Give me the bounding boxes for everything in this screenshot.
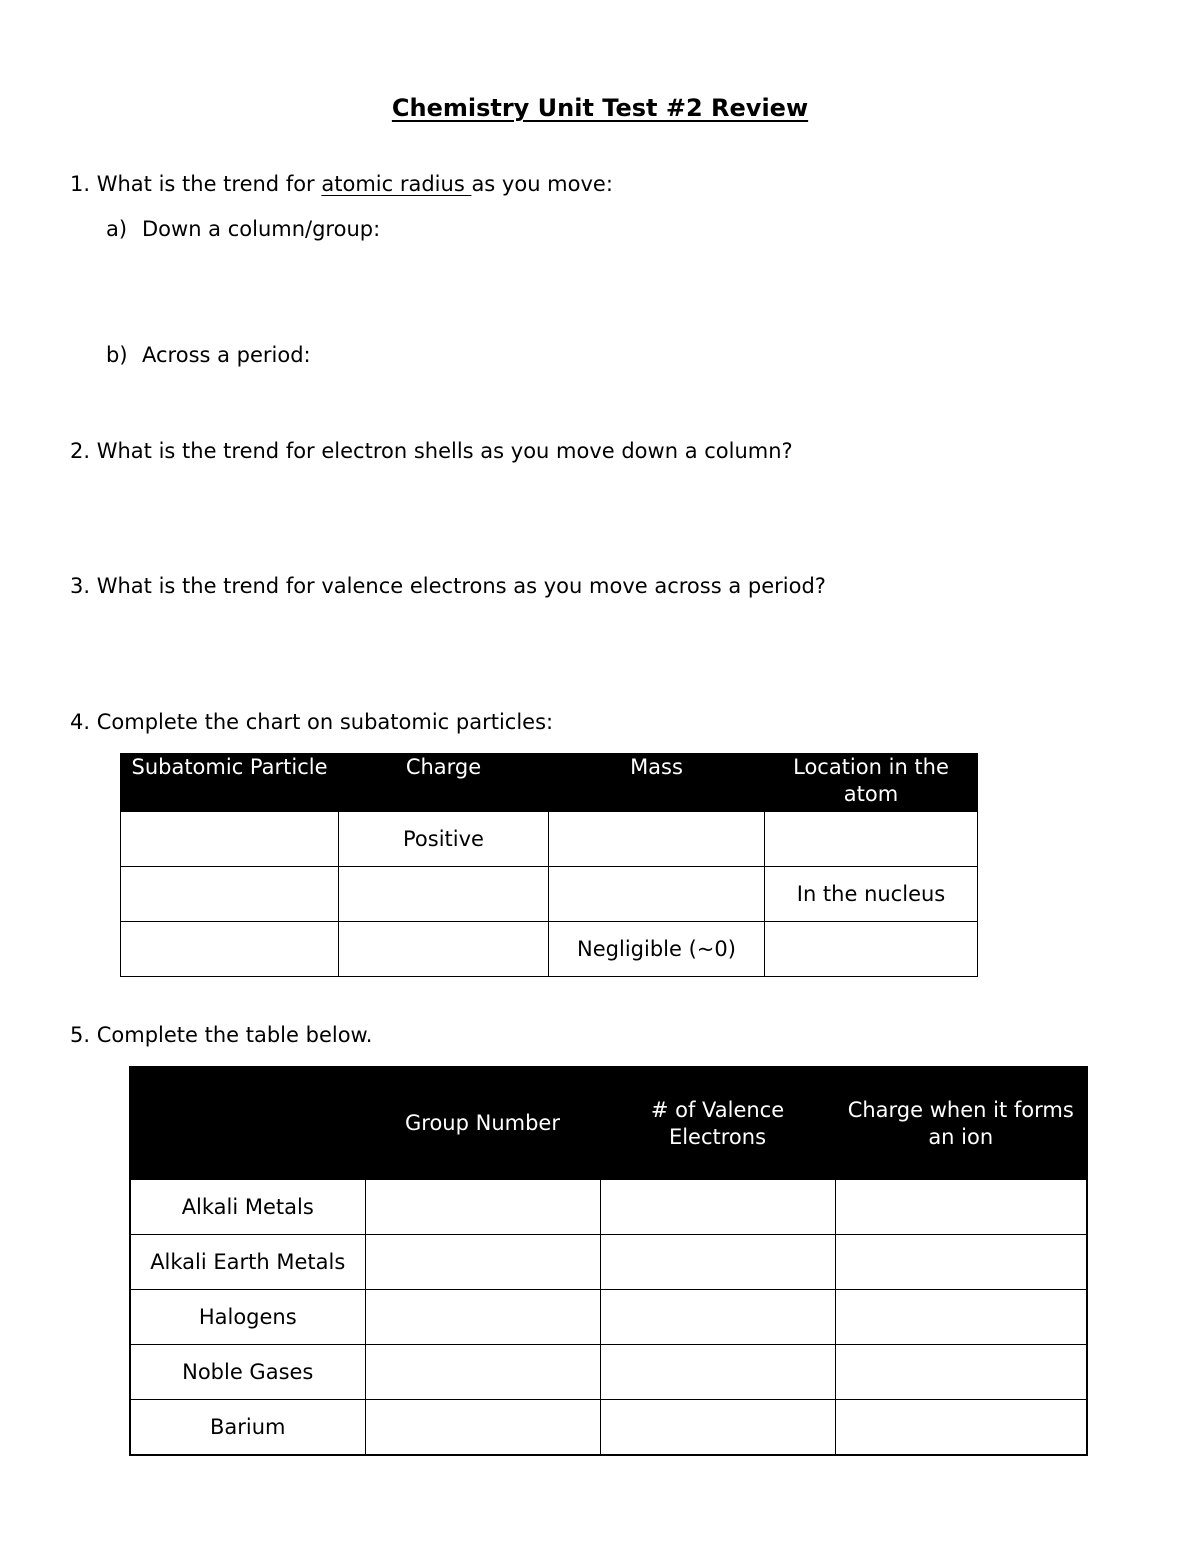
table-header-row bbox=[121, 754, 978, 812]
table-header-cell: # of Valence Electrons bbox=[600, 1067, 835, 1180]
table-cell[interactable] bbox=[835, 1290, 1087, 1345]
question-2 bbox=[70, 438, 793, 464]
table-cell[interactable] bbox=[339, 922, 549, 977]
question-1-suffix: as you move: bbox=[471, 172, 613, 196]
question-1a-marker: a) bbox=[106, 217, 128, 241]
table-header-cell bbox=[130, 1067, 365, 1180]
question-3-number: 3. bbox=[70, 574, 91, 598]
question-1-prefix: What is the trend for bbox=[96, 172, 322, 196]
table-cell[interactable] bbox=[549, 812, 765, 867]
question-1-number: 1. bbox=[70, 172, 91, 196]
table-cell[interactable] bbox=[121, 922, 339, 977]
question-1b bbox=[106, 342, 311, 368]
table-cell[interactable] bbox=[121, 812, 339, 867]
table-cell[interactable] bbox=[600, 1345, 835, 1400]
row-label-cell: Alkali Earth Metals bbox=[130, 1235, 365, 1290]
table-cell[interactable] bbox=[835, 1235, 1087, 1290]
table-cell[interactable] bbox=[549, 867, 765, 922]
table-row bbox=[130, 1235, 1087, 1290]
table-cell[interactable] bbox=[365, 1345, 600, 1400]
table-cell[interactable] bbox=[339, 867, 549, 922]
question-2-text: What is the trend for electron shells as you move down a column? bbox=[96, 439, 793, 463]
question-1a bbox=[106, 216, 380, 242]
table-header-cell: Charge when it forms an ion bbox=[835, 1067, 1087, 1180]
row-label-cell: Barium bbox=[130, 1400, 365, 1456]
table-cell[interactable] bbox=[600, 1400, 835, 1456]
table-header-cell: Subatomic Particle bbox=[121, 754, 339, 812]
table-cell[interactable] bbox=[600, 1290, 835, 1345]
question-3 bbox=[70, 573, 826, 599]
table-header-cell: Group Number bbox=[365, 1067, 600, 1180]
table-cell[interactable] bbox=[600, 1180, 835, 1235]
table-header-cell: Charge bbox=[339, 754, 549, 812]
table-cell[interactable] bbox=[365, 1235, 600, 1290]
page-title: Chemistry Unit Test #2 Review bbox=[391, 94, 809, 122]
question-1a-text: Down a column/group: bbox=[142, 217, 381, 241]
table-row bbox=[121, 812, 978, 867]
table-cell[interactable] bbox=[835, 1345, 1087, 1400]
table-cell[interactable] bbox=[765, 922, 978, 977]
question-5-text: Complete the table below. bbox=[96, 1023, 373, 1047]
question-1b-marker: b) bbox=[106, 343, 128, 367]
table-cell[interactable] bbox=[600, 1235, 835, 1290]
question-4-number: 4. bbox=[70, 710, 91, 734]
table-cell[interactable]: Positive bbox=[339, 812, 549, 867]
table-cell[interactable] bbox=[365, 1400, 600, 1456]
subatomic-particles-table bbox=[120, 753, 978, 977]
element-groups-table bbox=[129, 1066, 1088, 1456]
table-cell[interactable] bbox=[365, 1180, 600, 1235]
question-5 bbox=[70, 1022, 372, 1048]
table-cell[interactable] bbox=[765, 812, 978, 867]
question-4-text: Complete the chart on subatomic particles: bbox=[96, 710, 554, 734]
table-row bbox=[130, 1400, 1087, 1456]
table-row bbox=[121, 922, 978, 977]
table-header-cell: Mass bbox=[549, 754, 765, 812]
table-row bbox=[121, 867, 978, 922]
table-cell[interactable] bbox=[365, 1290, 600, 1345]
question-3-text: What is the trend for valence electrons as you move across a period? bbox=[96, 574, 826, 598]
row-label-cell: Halogens bbox=[130, 1290, 365, 1345]
question-1b-text: Across a period: bbox=[142, 343, 311, 367]
table-cell[interactable] bbox=[835, 1400, 1087, 1456]
table-cell[interactable]: In the nucleus bbox=[765, 867, 978, 922]
table-header-cell: Location in the atom bbox=[765, 754, 978, 812]
table-cell[interactable] bbox=[835, 1180, 1087, 1235]
question-2-number: 2. bbox=[70, 439, 91, 463]
question-1 bbox=[70, 171, 613, 197]
row-label-cell: Alkali Metals bbox=[130, 1180, 365, 1235]
question-4 bbox=[70, 709, 553, 735]
table-header-row bbox=[130, 1067, 1087, 1180]
table-row bbox=[130, 1345, 1087, 1400]
question-1-underlined-term: atomic radius bbox=[321, 172, 472, 196]
question-5-number: 5. bbox=[70, 1023, 91, 1047]
table-cell[interactable] bbox=[121, 867, 339, 922]
table-row bbox=[130, 1180, 1087, 1235]
table-row bbox=[130, 1290, 1087, 1345]
table-cell[interactable]: Negligible (~0) bbox=[549, 922, 765, 977]
row-label-cell: Noble Gases bbox=[130, 1345, 365, 1400]
